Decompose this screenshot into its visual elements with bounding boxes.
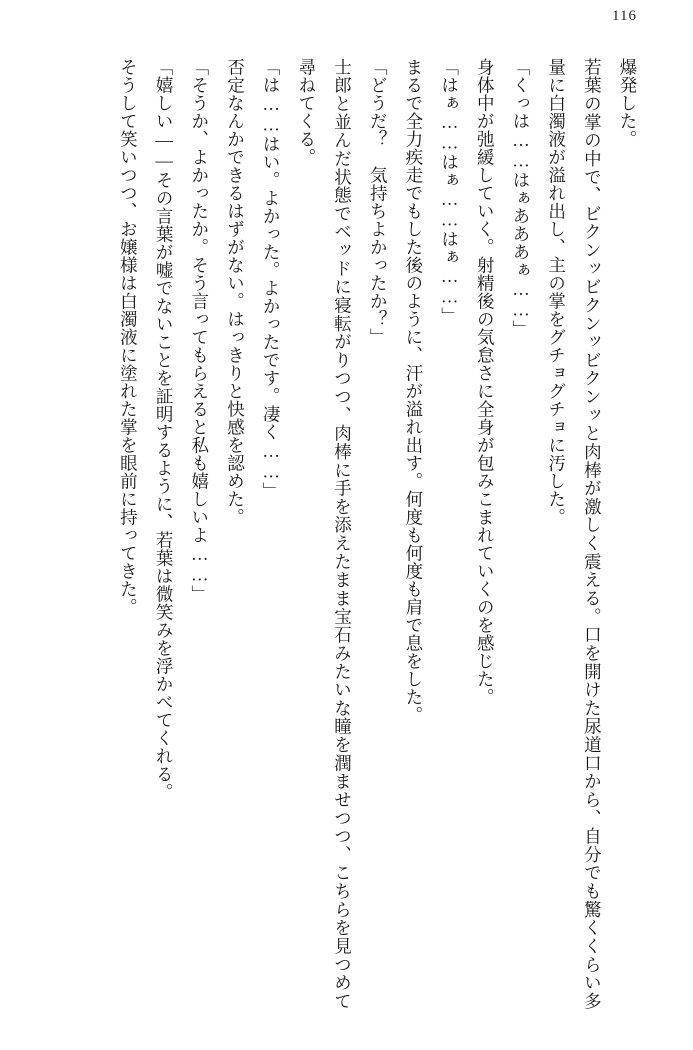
paragraph: 「は……はい。よかった。よかったです。凄く……」: [261, 58, 282, 500]
page-body-text: [40, 58, 645, 1010]
paragraph: まるで全力疾走でもした後のように、汗が溢れ出す。何度も何度も肩で息をした。: [403, 58, 424, 724]
paragraph: 爆発した。: [618, 58, 638, 148]
paragraph: 「そうか、よかったか。そう言ってもらえると私も嬉しいよ……」: [189, 58, 210, 603]
paragraph: 「嬉しい――その言葉が嘘でないことを証明するように、若葉は微笑みを浮かべてくれる。: [154, 58, 175, 801]
paragraph: 「はぁ……はぁ……はぁ……」: [439, 58, 460, 325]
paragraph: 「どうだ？ 気持ちよかったか？」: [368, 58, 389, 346]
paragraph: 身体中が弛緩していく。射精後の気怠さに全身が包みこまれていくのを感じた。: [475, 58, 496, 706]
paragraph: 否定なんかできるはずがない。はっきりと快感を認めた。: [225, 58, 246, 526]
page-number: 116: [612, 8, 637, 24]
paragraph: 士郎と並んだ状態でベッドに寝転がりつつ、肉棒に手を添えたまま宝石みたいな瞳を潤ませつつ、こちらを見つめて尋ねてくる。: [296, 58, 353, 1010]
paragraph: 若葉の掌の中で、ビクンッビクンッビクンッと肉棒が激しく震える。口を開けた尿道口から、自分でも驚くくらい多量に白濁液が溢れ出し、主の掌をグチョグチョに汚した。: [546, 58, 603, 1010]
paragraph: そうして笑いつつ、お嬢様は白濁液に塗れた掌を眼前に持ってきた。: [118, 58, 139, 616]
paragraph: 「くっは……はぁあああぁ……」: [510, 58, 531, 338]
